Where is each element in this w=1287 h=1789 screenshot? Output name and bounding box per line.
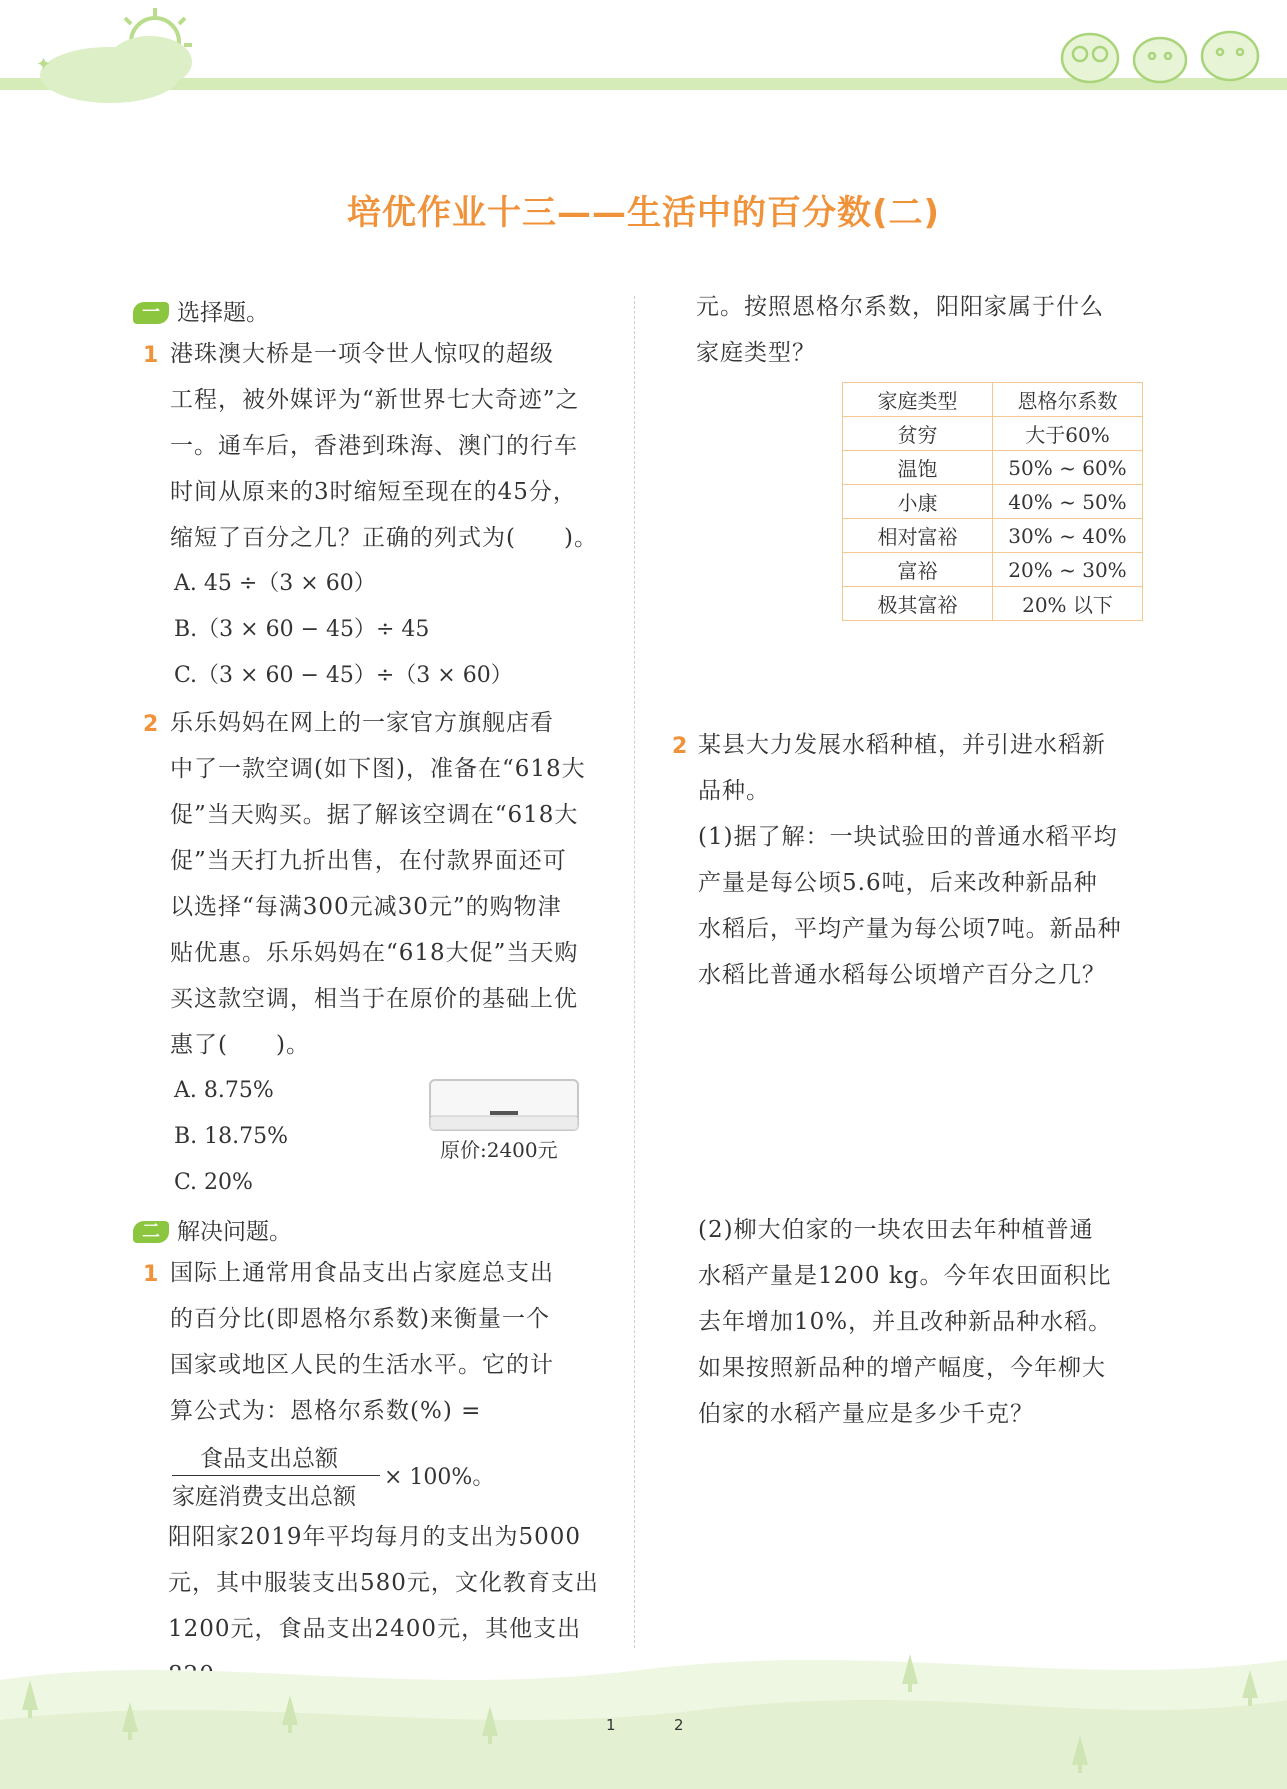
table-row bbox=[843, 587, 1143, 621]
text-line: 某县大力发展水稻种植，并引进水稻新 bbox=[698, 732, 1106, 758]
text-line: 伯家的水稻产量应是多少千克？ bbox=[698, 1401, 1034, 1427]
option-b: B. 18.75% bbox=[174, 1124, 289, 1149]
section-label: 选择题。 bbox=[177, 300, 269, 326]
problem-2-sub1 bbox=[698, 814, 1148, 998]
text-line: 的百分比(即恩格尔系数)来衡量一个 bbox=[170, 1306, 550, 1332]
question-number: 1 bbox=[143, 343, 159, 368]
text-line: 水稻比普通水稻每公顷增产百分之几？ bbox=[698, 962, 1106, 988]
text-line: 港珠澳大桥是一项令世人惊叹的超级 bbox=[170, 341, 554, 367]
text-line: 贴优惠。乐乐妈妈在“618大促”当天购 bbox=[170, 940, 579, 966]
text-line: 1200元，食品支出2400元，其他支出 bbox=[168, 1616, 582, 1642]
table-cell: 20% 以下 bbox=[993, 587, 1143, 621]
text-line: 缩短了百分之几？正确的列式为( )。 bbox=[170, 525, 598, 551]
text-line: 促”当天打九折出售，在付款界面还可 bbox=[170, 848, 567, 874]
text-line: 一。通车后，香港到珠海、澳门的行车 bbox=[170, 433, 578, 459]
text-line: 品种。 bbox=[698, 778, 770, 804]
column-divider bbox=[634, 296, 635, 1648]
question-number: 1 bbox=[143, 1262, 159, 1287]
text-line: 元，其中服装支出580元，文化教育支出 bbox=[168, 1570, 599, 1596]
table-cell: 富裕 bbox=[843, 553, 993, 587]
text-line: (2)柳大伯家的一块农田去年种植普通 bbox=[698, 1217, 1094, 1243]
text-line: 家庭类型？ bbox=[696, 340, 816, 366]
table-header: 恩格尔系数 bbox=[993, 383, 1143, 417]
engel-table bbox=[842, 382, 1143, 621]
fraction-multiplier: × 100%。 bbox=[384, 1465, 495, 1490]
problem-1-continued bbox=[696, 284, 1146, 376]
question-number: 2 bbox=[143, 712, 159, 737]
text-line: 算公式为：恩格尔系数(%) = bbox=[170, 1398, 482, 1424]
table-cell: 40% ~ 50% bbox=[993, 485, 1143, 519]
air-conditioner-icon bbox=[428, 1078, 580, 1134]
table-cell: 极其富裕 bbox=[843, 587, 993, 621]
text-line: (1)据了解：一块试验田的普通水稻平均 bbox=[698, 824, 1118, 850]
text-line: 去年增加10%，并且改种新品种水稻。 bbox=[698, 1309, 1113, 1335]
text-line: 工程，被外媒评为“新世界七大奇迹”之 bbox=[170, 387, 580, 413]
table-row bbox=[843, 519, 1143, 553]
text-line: 元。按照恩格尔系数，阳阳家属于什么 bbox=[696, 294, 1104, 320]
text-line: 产量是每公顷5.6吨，后来改种新品种 bbox=[698, 870, 1098, 896]
text-line: 买这款空调，相当于在原价的基础上优 bbox=[170, 986, 578, 1012]
cartoon-animals-icon bbox=[1050, 10, 1280, 85]
option-c: C.（3 × 60 − 45）÷（3 × 60） bbox=[174, 663, 513, 688]
text-line: 惠了( )。 bbox=[170, 1032, 310, 1058]
footer-hills-icon bbox=[0, 1640, 1287, 1789]
text-line: 促”当天购买。据了解该空调在“618大 bbox=[170, 802, 579, 828]
table-cell: 相对富裕 bbox=[843, 519, 993, 553]
text-line: 国家或地区人民的生活水平。它的计 bbox=[170, 1352, 554, 1378]
table-cell: 温饱 bbox=[843, 451, 993, 485]
table-row bbox=[843, 417, 1143, 451]
fraction-denominator: 家庭消费支出总额 bbox=[172, 1484, 356, 1510]
option-b: B.（3 × 60 − 45）÷ 45 bbox=[174, 617, 430, 642]
table-cell: 小康 bbox=[843, 485, 993, 519]
table-cell: 大于60% bbox=[993, 417, 1143, 451]
table-row bbox=[843, 451, 1143, 485]
section-label: 解决问题。 bbox=[177, 1219, 292, 1245]
option-a: A. 8.75% bbox=[174, 1078, 274, 1103]
text-line: 乐乐妈妈在网上的一家官方旗舰店看 bbox=[170, 710, 554, 736]
sun-cloud-icon bbox=[0, 0, 260, 110]
table-cell: 贫穷 bbox=[843, 417, 993, 451]
table-cell: 50% ~ 60% bbox=[993, 451, 1143, 485]
table-header-row bbox=[843, 383, 1143, 417]
table-header: 家庭类型 bbox=[843, 383, 993, 417]
fraction-bar bbox=[172, 1475, 380, 1476]
text-line: 水稻后，平均产量为每公顷7吨。新品种 bbox=[698, 916, 1122, 942]
problem-2 bbox=[698, 722, 1148, 814]
section-choice-heading bbox=[133, 294, 269, 327]
text-line: 水稻产量是1200 kg。今年农田面积比 bbox=[698, 1263, 1112, 1289]
section-badge: 二 bbox=[133, 1221, 169, 1243]
ac-price-caption: 原价:2400元 bbox=[440, 1138, 558, 1162]
text-line: 阳阳家2019年平均每月的支出为5000 bbox=[168, 1524, 582, 1550]
table-cell: 30% ~ 40% bbox=[993, 519, 1143, 553]
text-line: 以选择“每满300元减30元”的购物津 bbox=[170, 894, 562, 920]
fraction-numerator: 食品支出总额 bbox=[200, 1446, 338, 1472]
table-row bbox=[843, 485, 1143, 519]
problem-1-part1 bbox=[170, 1250, 620, 1434]
text-line: 中了一款空调(如下图)，准备在“618大 bbox=[170, 756, 586, 782]
option-c: C. 20% bbox=[174, 1170, 253, 1195]
section-badge: 一 bbox=[133, 302, 169, 324]
text-line: 如果按照新品种的增产幅度，今年柳大 bbox=[698, 1355, 1106, 1381]
problem-2-sub2 bbox=[698, 1207, 1148, 1437]
table-cell: 20% ~ 30% bbox=[993, 553, 1143, 587]
question-1 bbox=[170, 331, 620, 699]
option-a: A. 45 ÷（3 × 60） bbox=[174, 571, 376, 596]
page-number: 2 bbox=[674, 1716, 684, 1734]
table-row bbox=[843, 553, 1143, 587]
text-line: 国际上通常用食品支出占家庭总支出 bbox=[170, 1260, 554, 1286]
text-line: 时间从原来的3时缩短至现在的45分， bbox=[170, 479, 577, 505]
page-number: 1 bbox=[606, 1716, 616, 1734]
section-solve-heading bbox=[133, 1213, 292, 1246]
svg-text:✦: ✦ bbox=[36, 54, 52, 75]
question-number: 2 bbox=[672, 734, 688, 759]
page-title: 培优作业十三——生活中的百分数(二) bbox=[346, 193, 941, 233]
